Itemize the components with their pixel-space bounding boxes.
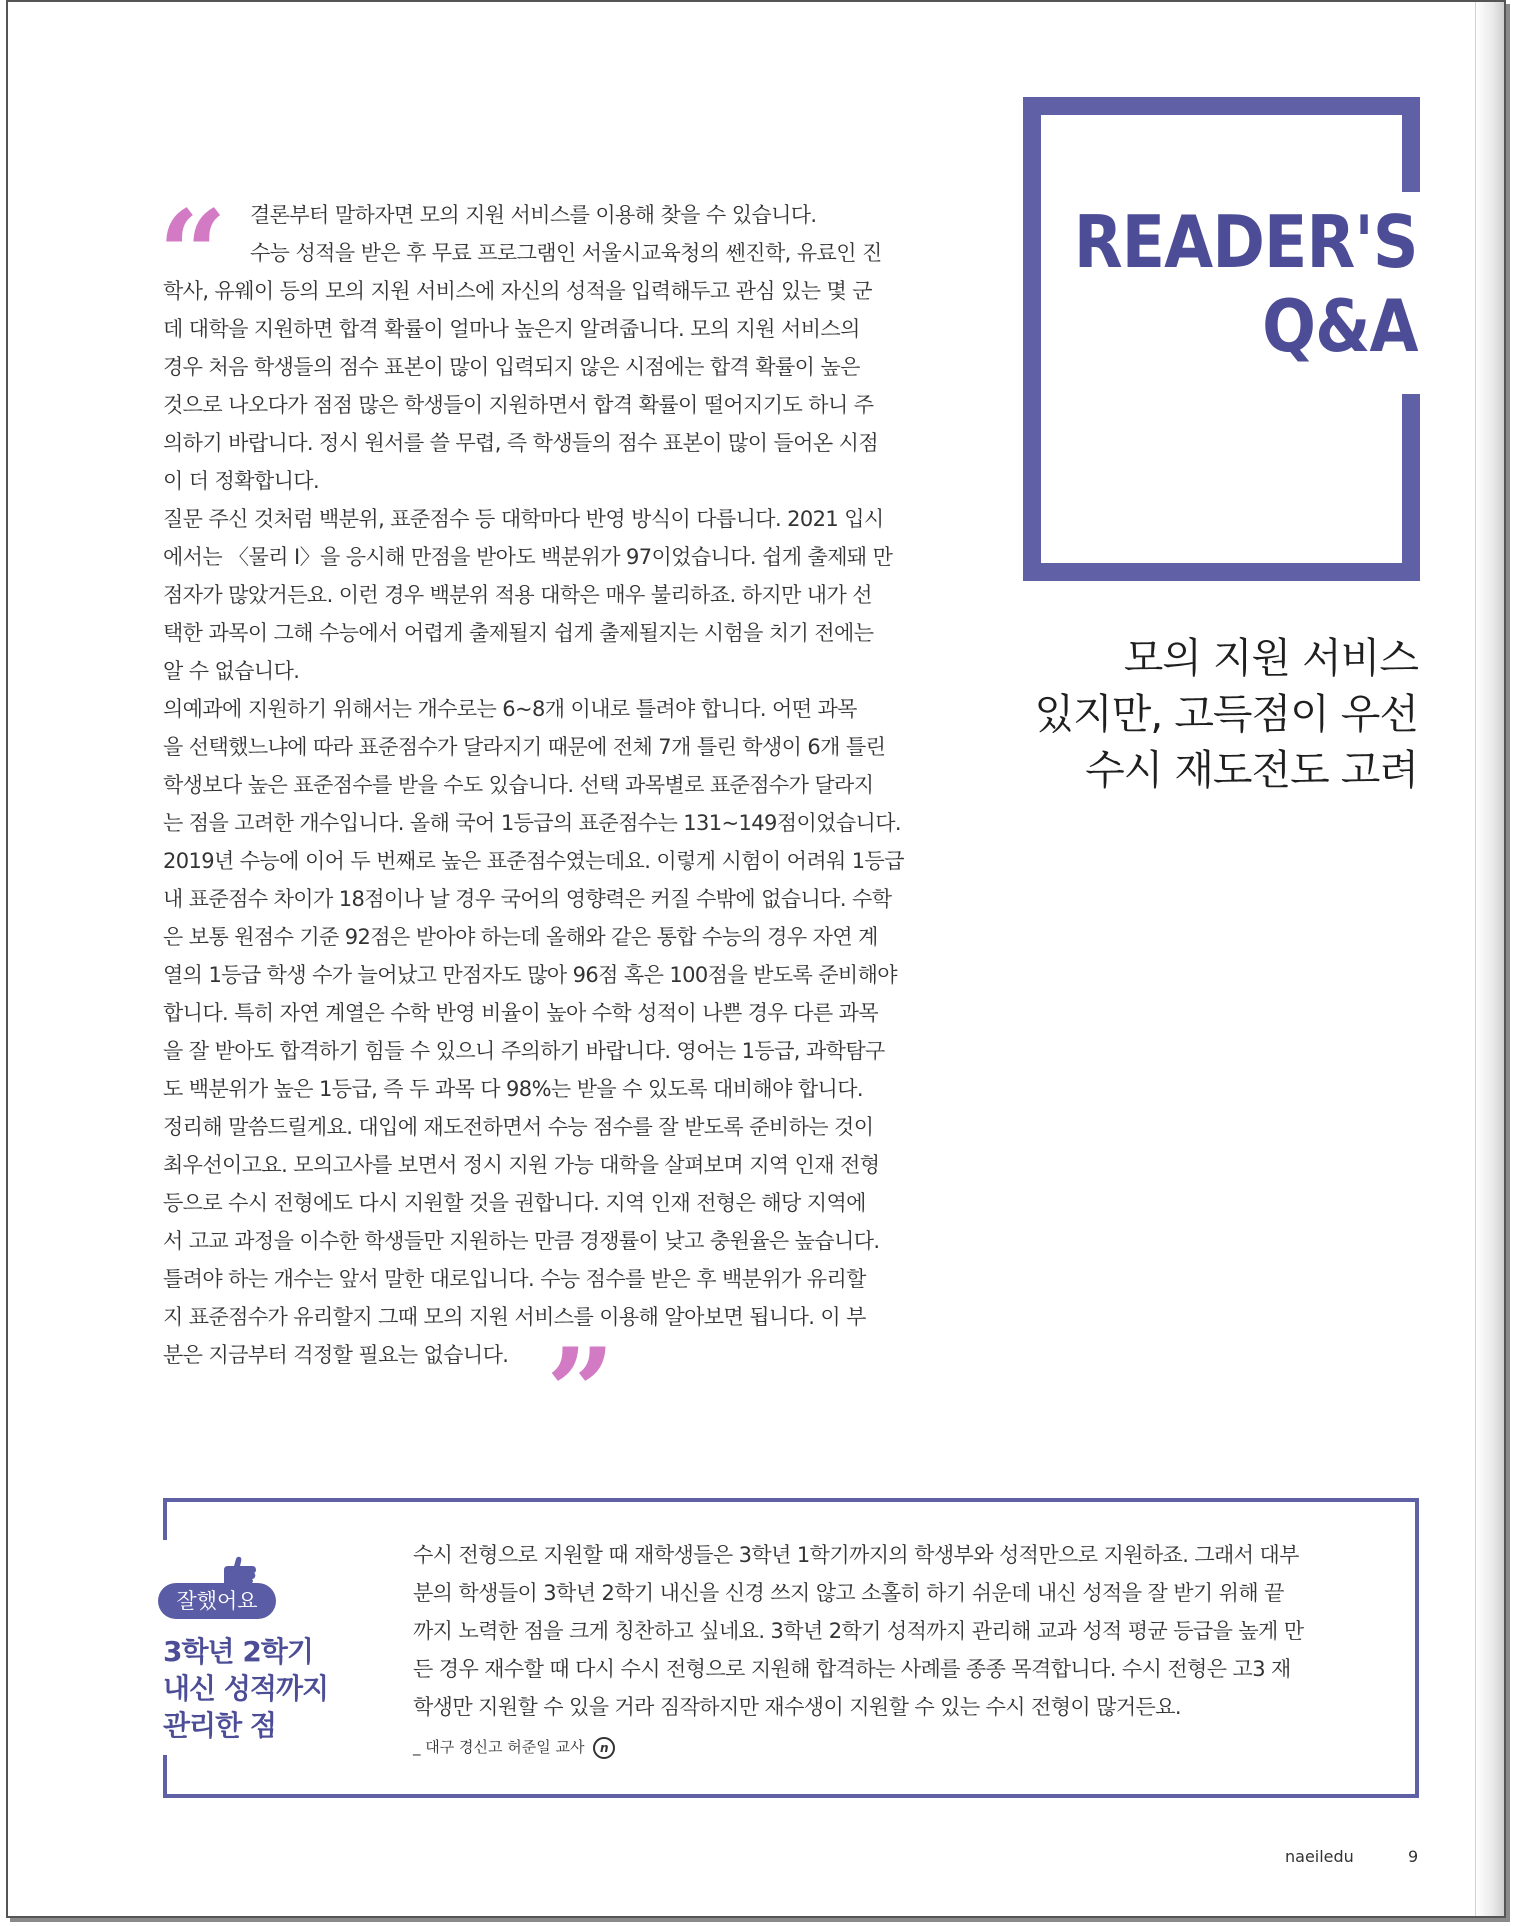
praise-title-line: 3학년 2학기 — [163, 1635, 313, 1668]
open-quote-icon: “ — [158, 184, 228, 325]
body-line: 열의 1등급 학생 수가 늘어났고 만점자도 많아 96점 혹은 100점을 받도록 준비해야 — [163, 963, 897, 987]
body-line: 의하기 바랍니다. 정시 원서를 쓸 무렵, 즉 학생들의 점수 표본이 많이 들어온 시점 — [163, 431, 879, 455]
praise-title-line: 내신 성적까지 — [163, 1672, 329, 1705]
praise-line: 학생만 지원할 수 있을 거라 짐작하지만 재수생이 지원할 수 있는 수시 전형이 많거든요. — [413, 1695, 1181, 1719]
body-line: 은 보통 원점수 기준 92점은 받아야 하는데 올해와 같은 통합 수능의 경우 자연 계 — [163, 925, 878, 949]
body-line: 알 수 없습니다. — [163, 659, 300, 683]
praise-line: 든 경우 재수할 때 다시 수시 전형으로 지원해 합격하는 사례를 종종 목격합니다. 수시 전형은 고3 재 — [413, 1657, 1291, 1681]
title-frame-right-bottom — [1402, 394, 1420, 581]
body-line: 등으로 수시 전형에도 다시 지원할 것을 권합니다. 지역 인재 전형은 해당 지역에 — [163, 1191, 866, 1215]
footer-brand: naeiledu — [1285, 1847, 1354, 1866]
body-line: 의예과에 지원하기 위해서는 개수로는 6~8개 이내로 틀려야 합니다. 어떤 과목 — [163, 697, 857, 721]
body-line: 이 더 정확합니다. — [163, 469, 320, 493]
article-body — [163, 196, 943, 1374]
close-quote-icon: ” — [546, 1322, 616, 1463]
praise-line: 까지 노력한 점을 크게 칭찬하고 싶네요. 3학년 2학기 성적까지 관리해 교과 성적 평균 등급을 높게 만 — [413, 1619, 1304, 1643]
body-line: 최우선이고요. 모의고사를 보면서 정시 지원 가능 대학을 살펴보며 지역 인재 전형 — [163, 1153, 880, 1177]
headline-line: 있지만, 고득점이 우선 — [1034, 690, 1418, 738]
praise-line: 분의 학생들이 3학년 2학기 내신을 신경 쓰지 않고 소홀히 하기 쉬운데 내신 성적을 잘 받기 위해 끝 — [413, 1581, 1284, 1605]
body-line: 점자가 많았거든요. 이런 경우 백분위 적용 대학은 매우 불리하죠. 하지만 내가 선 — [163, 583, 872, 607]
body-line: 을 잘 받아도 합격하기 힘들 수 있으니 주의하기 바랍니다. 영어는 1등급, 과학탐구 — [163, 1039, 885, 1063]
page-spine — [1475, 2, 1504, 1916]
body-line: 것으로 나오다가 점점 많은 학생들이 지원하면서 합격 확률이 떨어지기도 하니 주 — [163, 393, 874, 417]
body-line: 내 표준점수 차이가 18점이나 날 경우 국어의 영향력은 커질 수밖에 없습니다. 수학 — [163, 887, 892, 911]
signature-text: _ 대구 경신고 허준일 교사 — [413, 1738, 585, 1756]
body-line: 지 표준점수가 유리할지 그때 모의 지원 서비스를 이용해 알아보면 됩니다. 이 부 — [163, 1305, 866, 1329]
body-line: 정리해 말씀드릴게요. 대입에 재도전하면서 수능 점수를 잘 받도록 준비하는 것이 — [163, 1115, 874, 1139]
body-line: 는 점을 고려한 개수입니다. 올해 국어 1등급의 표준점수는 131~149점이었습니다. — [163, 811, 901, 835]
body-line: 분은 지금부터 걱정할 필요는 없습니다. — [163, 1343, 509, 1367]
praise-title-line: 관리한 점 — [163, 1709, 276, 1742]
body-line: 에서는 〈물리 Ⅰ〉을 응시해 만점을 받아도 백분위가 97이었습니다. 쉽게 출제돼 만 — [163, 545, 893, 569]
praise-badge: 잘했어요 — [158, 1583, 276, 1619]
title-frame-right-top — [1402, 97, 1420, 192]
body-line: 합니다. 특히 자연 계열은 수학 반영 비율이 높아 수학 성적이 나쁜 경우 다른 과목 — [163, 1001, 879, 1025]
body-line: 데 대학을 지원하면 합격 확률이 얼마나 높은지 알려줍니다. 모의 지원 서비스의 — [163, 317, 860, 341]
section-title-line1: READER'S — [1074, 200, 1418, 284]
body-line: 택한 과목이 그해 수능에서 어렵게 출제될지 쉽게 출제될지는 시험을 치기 전에는 — [163, 621, 874, 645]
headline-line: 모의 지원 서비스 — [1123, 634, 1418, 682]
body-line: 서 고교 과정을 이수한 학생들만 지원하는 만큼 경쟁률이 낮고 충원율은 높습니다. — [163, 1229, 880, 1253]
body-line: 수능 성적을 받은 후 무료 프로그램인 서울시교육청의 쎈진학, 유료인 진 — [250, 241, 882, 265]
signature — [413, 1736, 615, 1759]
body-line: 학사, 유웨이 등의 모의 지원 서비스에 자신의 성적을 입력해두고 관심 있는 몇 군 — [163, 279, 872, 303]
body-line: 학생보다 높은 표준점수를 받을 수도 있습니다. 선택 과목별로 표준점수가 달라지 — [163, 773, 874, 797]
body-line: 질문 주신 것처럼 백분위, 표준점수 등 대학마다 반영 방식이 다릅니다. 2021 입시 — [163, 507, 884, 531]
section-title-line2: Q&A — [1262, 284, 1418, 368]
page-number: 9 — [1408, 1847, 1419, 1866]
body-line: 틀려야 하는 개수는 앞서 말한 대로입니다. 수능 점수를 받은 후 백분위가 유리할 — [163, 1267, 866, 1291]
headline-line: 수시 재도전도 고려 — [1085, 746, 1418, 794]
body-line: 2019년 수능에 이어 두 번째로 높은 표준점수였는데요. 이렇게 시험이 어려워 1등급 — [163, 849, 904, 873]
praise-body — [413, 1536, 1373, 1726]
body-line: 을 선택했느냐에 따라 표준점수가 달라지기 때문에 전체 7개 틀린 학생이 6개 틀린 — [163, 735, 886, 759]
section-title — [1074, 200, 1418, 368]
naeil-logo-icon: n — [593, 1737, 615, 1759]
article-headline — [1034, 630, 1418, 798]
praise-title — [163, 1633, 328, 1744]
body-line: 경우 처음 학생들의 점수 표본이 많이 입력되지 않은 시점에는 합격 확률이 높은 — [163, 355, 860, 379]
praise-line: 수시 전형으로 지원할 때 재학생들은 3학년 1학기까지의 학생부와 성적만으로 지원하죠. 그래서 대부 — [413, 1543, 1299, 1567]
body-line: 결론부터 말하자면 모의 지원 서비스를 이용해 찾을 수 있습니다. — [250, 203, 817, 227]
body-line: 도 백분위가 높은 1등급, 즉 두 과목 다 98%는 받을 수 있도록 대비해야 합니다. — [163, 1077, 863, 1101]
